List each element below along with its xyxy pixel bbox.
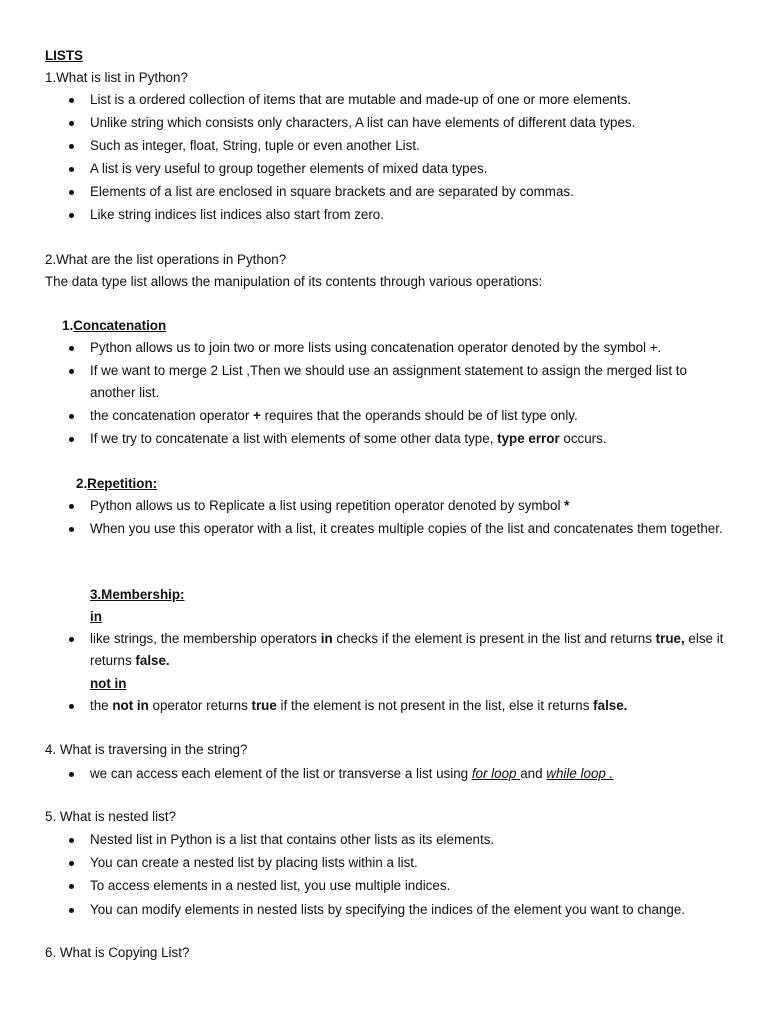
text-segment: occurs. xyxy=(559,431,607,446)
in-keyword: in xyxy=(320,631,333,646)
question-4: 4. What is traversing in the string? xyxy=(45,742,248,757)
concatenation-heading xyxy=(62,317,166,335)
false-keyword: false. xyxy=(135,653,170,668)
text-segment: if the element is not present in the list, else it returns xyxy=(276,698,594,713)
question-2-intro: The data type list allows the manipulation of its contents through various operations: xyxy=(45,274,543,289)
text-segment: If we try to concatenate a list with elements of some other data type, xyxy=(90,431,498,446)
list-item: Unlike string which consists only characters, A list can have elements of different data types. xyxy=(90,112,730,134)
list-item xyxy=(90,428,730,450)
question-1: 1.What is list in Python? xyxy=(45,70,188,85)
list-item xyxy=(90,405,730,427)
list-item: You can modify elements in nested lists by specifying the indices of the element you want to change. xyxy=(90,899,730,921)
text-segment: else it returns xyxy=(90,631,724,668)
type-error-term: type error xyxy=(497,431,560,446)
not-in-keyword: not in xyxy=(112,698,149,713)
question-2: 2.What are the list operations in Python? xyxy=(45,252,287,267)
list-item xyxy=(90,695,730,717)
star-operator: * xyxy=(564,498,570,513)
while-loop-link[interactable]: while loop . xyxy=(546,766,614,781)
text-segment: the concatenation operator xyxy=(90,408,254,423)
true-keyword: true xyxy=(251,698,277,713)
text-segment: the xyxy=(90,698,113,713)
text-segment: operator returns xyxy=(148,698,252,713)
list-item: If we want to merge 2 List ,Then we should use an assignment statement to assign the merged list to another list. xyxy=(90,360,730,404)
repetition-number: 2. xyxy=(76,476,88,491)
list-item: Elements of a list are enclosed in square brackets and are separated by commas. xyxy=(90,181,730,203)
list-item: Like string indices list indices also start from zero. xyxy=(90,204,730,226)
list-item: Python allows us to join two or more lists using concatenation operator denoted by the symbol +. xyxy=(90,337,730,359)
list-item: List is a ordered collection of items that are mutable and made-up of one or more elements. xyxy=(90,89,730,111)
list-item: When you use this operator with a list, it creates multiple copies of the list and concatenates them together. xyxy=(90,518,730,540)
list-item: Such as integer, float, String, tuple or even another List. xyxy=(90,135,730,157)
text-segment: and xyxy=(520,766,547,781)
list-item: Nested list in Python is a list that contains other lists as its elements. xyxy=(90,829,730,851)
list-item xyxy=(90,628,730,672)
list-item: A list is very useful to group together elements of mixed data types. xyxy=(90,158,730,180)
membership-heading: 3.Membership: xyxy=(90,587,185,602)
repetition-title: Repetition: xyxy=(87,476,158,491)
text-segment: requires that the operands should be of list type only. xyxy=(260,408,578,423)
list-item xyxy=(90,763,730,785)
in-operator-label: in xyxy=(90,609,102,624)
not-in-operator-label: not in xyxy=(90,676,127,691)
document-heading: LISTS xyxy=(45,48,83,63)
false-keyword: false. xyxy=(593,698,628,713)
repetition-heading xyxy=(76,475,157,493)
for-loop-link[interactable]: for loop xyxy=(471,766,521,781)
list-item: To access elements in a nested list, you use multiple indices. xyxy=(90,875,730,897)
question-5: 5. What is nested list? xyxy=(45,809,176,824)
text-segment: like strings, the membership operators xyxy=(90,631,321,646)
text-segment: we can access each element of the list or transverse a list using xyxy=(90,766,472,781)
text-segment: Python allows us to Replicate a list using repetition operator denoted by symbol xyxy=(90,498,565,513)
concatenation-title: Concatenation xyxy=(73,318,167,333)
concatenation-number: 1. xyxy=(62,318,74,333)
plus-operator: + xyxy=(253,408,261,423)
list-item xyxy=(90,495,730,517)
list-item: You can create a nested list by placing lists within a list. xyxy=(90,852,730,874)
true-keyword: true, xyxy=(655,631,685,646)
question-6: 6. What is Copying List? xyxy=(45,945,190,960)
text-segment: checks if the element is present in the list and returns xyxy=(332,631,656,646)
